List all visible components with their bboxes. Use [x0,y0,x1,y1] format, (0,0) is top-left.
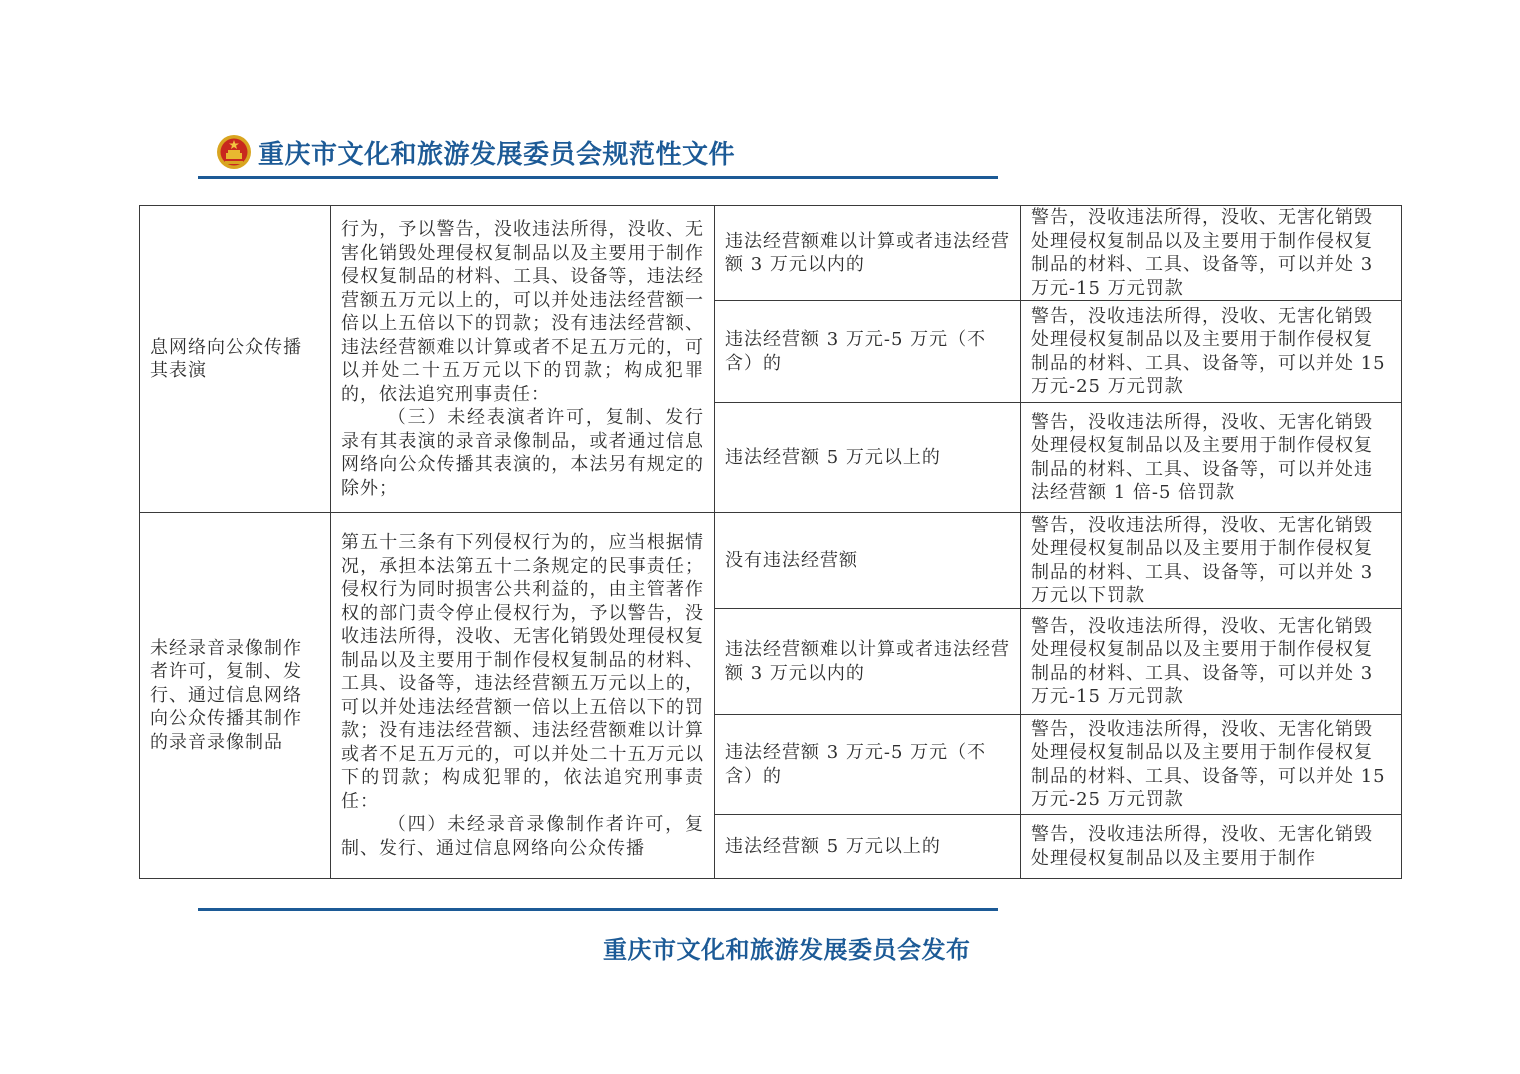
penalty-cell [1021,206,1402,301]
legal-basis-clause: （四）未经录音录像制作者许可，复制、发行、通过信息网络向公众传播 [341,814,704,859]
circumstance-cell [715,301,1021,403]
circumstance-cell [715,206,1021,301]
penalty-cell [1021,715,1402,815]
penalty-cell [1021,609,1402,715]
violation-name: 未经录音录像制作者许可，复制、发行、通过信息网络向公众传播其制作的录音录像制品 [150,637,302,753]
header-title: 重庆市文化和旅游发展委员会规范性文件 [258,139,736,170]
table-row [140,513,1402,609]
circumstance-cell [715,513,1021,609]
circumstance-cell [715,815,1021,879]
circumstance-cell [715,609,1021,715]
circumstance-text: 违法经营额 3 万元-5 万元（不含）的 [725,329,987,374]
penalty-text: 警告，没收违法所得，没收、无害化销毁处理侵权复制品以及主要用于制作侵权复制品的材料、工具、设备等，可以并处 15 万元-25 万元罚款 [1031,718,1386,810]
circumstance-cell [715,715,1021,815]
document-header [216,130,735,174]
header-divider [198,176,998,179]
national-emblem-icon [216,134,252,170]
penalty-standard-table [139,205,1402,879]
legal-basis-clause: （三）未经表演者许可，复制、发行录有其表演的录音录像制品，或者通过信息网络向公众传播其表演的，本法另有规定的除外； [341,407,704,499]
circumstance-text: 违法经营额难以计算或者违法经营额 3 万元以内的 [725,639,1010,684]
penalty-cell [1021,403,1402,513]
penalty-text: 警告，没收违法所得，没收、无害化销毁处理侵权复制品以及主要用于制作侵权复制品的材料、工具、设备等，可以并处违法经营额 1 倍-5 倍罚款 [1031,411,1373,503]
penalty-cell [1021,815,1402,879]
violation-name-cell [140,513,331,879]
penalty-cell [1021,513,1402,609]
violation-name: 息网络向公众传播其表演 [150,336,302,381]
penalty-text: 警告，没收违法所得，没收、无害化销毁处理侵权复制品以及主要用于制作侵权复制品的材料、工具、设备等，可以并处 3 万元-15 万元罚款 [1031,207,1374,299]
legal-basis-text: 行为，予以警告，没收违法所得，没收、无害化销毁处理侵权复制品以及主要用于制作侵权复制品的材料、工具、设备等，违法经营额五万元以上的，可以并处违法经营额一倍以上五倍以下的罚款；没有违法经营额、违法经营额难以计算或者不足五万元的，可以并处二十五万元以下的罚款；构成犯罪的，依法追究刑事责任： [341,219,704,405]
footer-publisher: 重庆市文化和旅游发展委员会发布 [603,935,971,964]
circumstance-text: 违法经营额 5 万元以上的 [725,835,941,857]
penalty-cell [1021,301,1402,403]
violation-name-cell [140,206,331,513]
circumstance-text: 违法经营额 5 万元以上的 [725,446,941,468]
footer-divider [198,908,998,911]
circumstance-cell [715,403,1021,513]
legal-basis-cell [331,206,715,513]
table-row [140,206,1402,301]
penalty-text: 警告，没收违法所得，没收、无害化销毁处理侵权复制品以及主要用于制作侵权复制品的材料、工具、设备等，可以并处 15 万元-25 万元罚款 [1031,305,1386,397]
legal-basis-cell [331,513,715,879]
penalty-text: 警告，没收违法所得，没收、无害化销毁处理侵权复制品以及主要用于制作侵权复制品的材料、工具、设备等，可以并处 3 万元-15 万元罚款 [1031,615,1374,707]
circumstance-text: 违法经营额难以计算或者违法经营额 3 万元以内的 [725,230,1010,275]
circumstance-text: 违法经营额 3 万元-5 万元（不含）的 [725,742,987,787]
circumstance-text: 没有违法经营额 [725,549,858,571]
penalty-text: 警告，没收违法所得，没收、无害化销毁处理侵权复制品以及主要用于制作侵权复制品的材料、工具、设备等，可以并处 3 万元以下罚款 [1031,514,1374,606]
legal-basis-text: 第五十三条有下列侵权行为的，应当根据情况，承担本法第五十二条规定的民事责任；侵权行为同时损害公共利益的，由主管著作权的部门责令停止侵权行为，予以警告，没收违法所得，没收、无害化销毁处理侵权复制品以及主要用于制作侵权复制品的材料、工具、设备等，违法经营额五万元以上的，可以并处违法经营额一倍以上五倍以下的罚款；没有违法经营额、违法经营额难以计算或者不足五万元的，可以并处二十五万元以下的罚款；构成犯罪的，依法追究刑事责任： [341,532,704,812]
penalty-text: 警告，没收违法所得，没收、无害化销毁处理侵权复制品以及主要用于制作 [1031,824,1373,869]
